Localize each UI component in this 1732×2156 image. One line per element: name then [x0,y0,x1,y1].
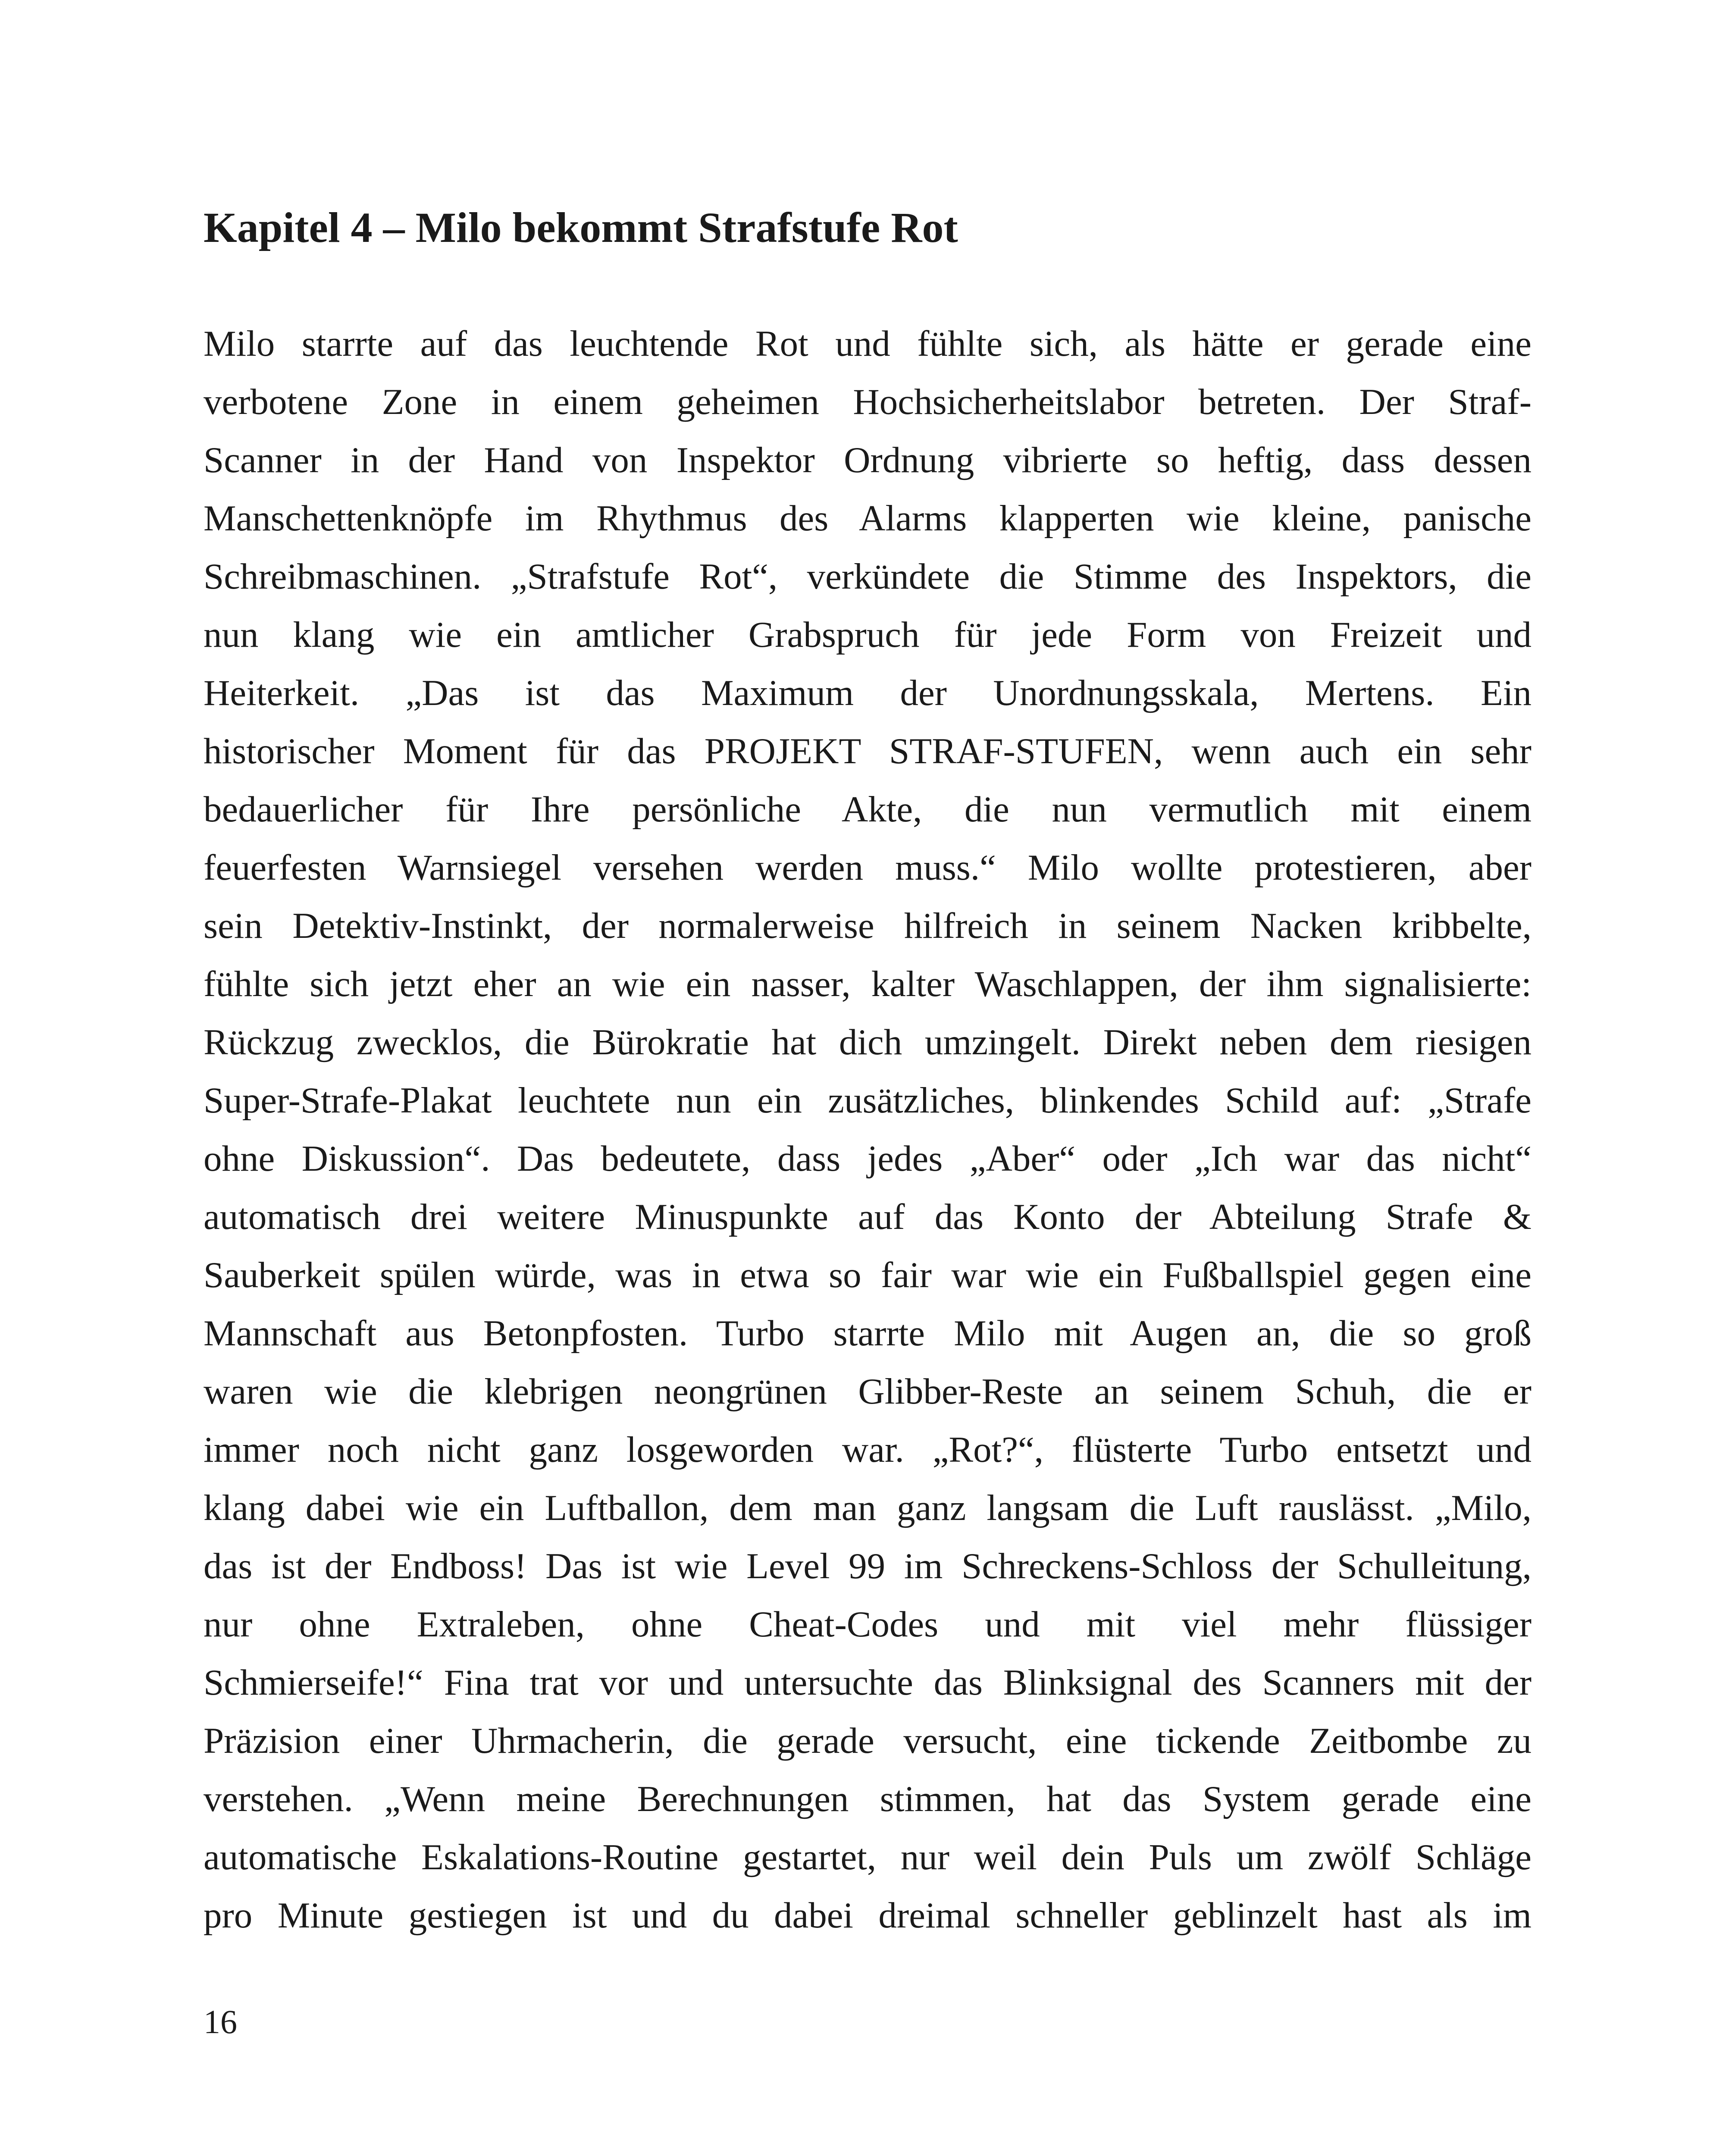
body-line: nur ohne Extraleben, ohne Cheat-Codes und mit viel mehr flüssiger [204,1604,1532,1645]
body-line: pro Minute gestiegen ist und du dabei dreimal schneller geblinzelt hast als im [204,1895,1532,1936]
body-line: Präzision einer Uhrmacherin, die gerade versucht, eine tickende Zeitbombe zu [204,1720,1532,1761]
body-line: Schreibmaschinen. „Strafstufe Rot“, verkündete die Stimme des Inspektors, die [204,556,1532,597]
body-line: ohne Diskussion“. Das bedeutete, dass jedes „Aber“ oder „Ich war das nicht“ [204,1138,1532,1179]
chapter-body [204,315,1532,1945]
body-line: Sauberkeit spülen würde, was in etwa so fair war wie ein Fußballspiel gegen eine [204,1255,1532,1295]
body-line: sein Detektiv-Instinkt, der normalerweise hilfreich in seinem Nacken kribbelte, [204,906,1532,946]
body-line: automatische Eskalations-Routine gestartet, nur weil dein Puls um zwölf Schläge [204,1837,1532,1877]
body-line: historischer Moment für das PROJEKT STRAF-STUFEN, wenn auch ein sehr [204,731,1532,771]
body-line: Scanner in der Hand von Inspektor Ordnung vibrierte so heftig, dass dessen [204,440,1532,480]
body-line: verstehen. „Wenn meine Berechnungen stimmen, hat das System gerade eine [204,1779,1532,1819]
page-number: 16 [204,2003,237,2040]
body-line: automatisch drei weitere Minuspunkte auf das Konto der Abteilung Strafe & [204,1197,1532,1237]
body-line: Mannschaft aus Betonpfosten. Turbo starrte Milo mit Augen an, die so groß [204,1313,1532,1354]
body-line: Super-Strafe-Plakat leuchtete nun ein zusätzliches, blinkendes Schild auf: „Strafe [204,1080,1532,1121]
body-line: klang dabei wie ein Luftballon, dem man ganz langsam die Luft rauslässt. „Milo, [204,1488,1532,1528]
body-line: Manschettenknöpfe im Rhythmus des Alarms klapperten wie kleine, panische [204,498,1532,539]
body-line: nun klang wie ein amtlicher Grabspruch für jede Form von Freizeit und [204,614,1532,655]
body-line: Milo starrte auf das leuchtende Rot und fühlte sich, als hätte er gerade eine [204,323,1532,364]
body-line: das ist der Endboss! Das ist wie Level 99 im Schreckens-Schloss der Schulleitung, [204,1546,1532,1586]
body-line: waren wie die klebrigen neongrünen Glibber-Reste an seinem Schuh, die er [204,1371,1532,1412]
body-line: verbotene Zone in einem geheimen Hochsicherheitslabor betreten. Der Straf- [204,382,1532,422]
body-line: fühlte sich jetzt eher an wie ein nasser, kalter Waschlappen, der ihm signalisierte: [204,964,1532,1004]
body-line: bedauerlicher für Ihre persönliche Akte, die nun vermutlich mit einem [204,789,1532,830]
body-line: Schmierseife!“ Fina trat vor und untersuchte das Blinksignal des Scanners mit der [204,1662,1532,1703]
body-line: immer noch nicht ganz losgeworden war. „Rot?“, flüsterte Turbo entsetzt und [204,1429,1532,1470]
body-line: feuerfesten Warnsiegel versehen werden muss.“ Milo wollte protestieren, aber [204,847,1532,888]
chapter-title: Kapitel 4 – Milo bekommt Strafstufe Rot [204,204,958,251]
body-line: Heiterkeit. „Das ist das Maximum der Unordnungsskala, Mertens. Ein [204,673,1532,713]
body-line: Rückzug zwecklos, die Bürokratie hat dich umzingelt. Direkt neben dem riesigen [204,1022,1532,1062]
